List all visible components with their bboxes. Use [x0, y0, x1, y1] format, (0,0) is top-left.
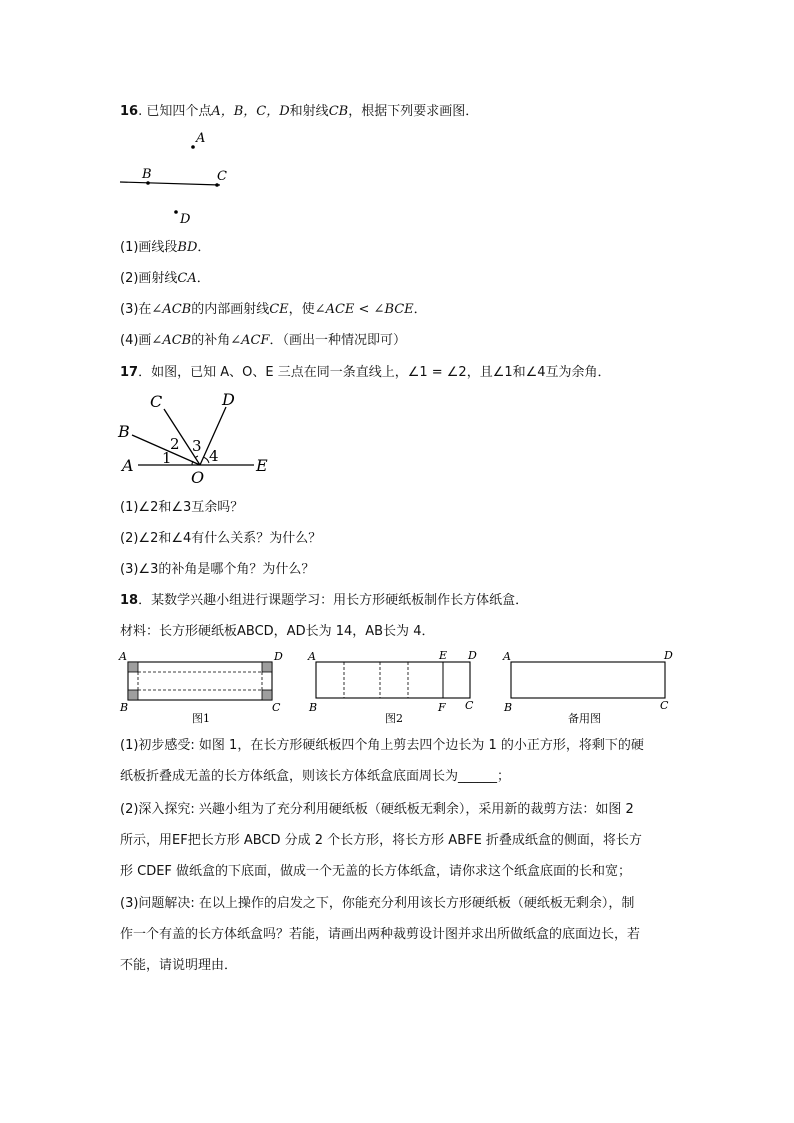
svg-text:C: C: [465, 699, 474, 712]
q17-stem: 17．如图，已知 A、O、E 三点在同一条直线上，∠1 = ∠2，且∠1和∠4互为余角．: [120, 365, 611, 380]
q18-line-2: 纸板折叠成无盖的长方体纸盒，则该长方体纸盒底面周长为______；: [120, 769, 511, 784]
q16-figure: [110, 125, 250, 230]
q17-item-2: (2)∠2和∠4有什么关系？为什么？: [120, 531, 322, 546]
q16-item-3: (3)在∠ACB的内部画射线CE，使∠ACE < ∠BCE．: [120, 302, 427, 317]
q18-figure-2: [304, 648, 494, 728]
q18-figure-2-caption: 图2: [385, 712, 403, 725]
q17-label-B: B: [118, 422, 130, 441]
q16-item-1: (1)画线段BD．: [120, 240, 211, 255]
q18-line-7: 作一个有盖的长方体纸盒吗？若能，请画出两种裁剪设计图并求出所做纸盒的底面边长，若: [120, 927, 641, 942]
q18-line-8: 不能，请说明理由．: [120, 958, 238, 973]
svg-text:B: B: [504, 701, 513, 714]
svg-text:D: D: [274, 650, 283, 663]
q16-label-D: D: [180, 212, 191, 227]
svg-text:C: C: [660, 699, 669, 712]
q16-stem: 16. 已知四个点A，B，C，D和射线CB，根据下列要求画图．: [120, 104, 479, 119]
q18-line-3: (2)深入探究: 兴趣小组为了充分利用硬纸板（硬纸板无剩余），采用新的裁剪方法：如图 2: [120, 802, 634, 817]
q17-label-2: 2: [170, 435, 180, 453]
q16-label-B: B: [142, 167, 152, 182]
q17-number: 17: [120, 365, 139, 380]
q18-line-5: 形 CDEF 做纸盒的下底面，做成一个无盖的长方体纸盒，请你求这个纸盒底面的长和宽；: [120, 864, 632, 879]
q16-ray: CB: [328, 104, 349, 119]
q18-figure-1: [116, 648, 296, 728]
svg-text:B: B: [309, 701, 318, 714]
q18-material: 材料：长方形硬纸板ABCD，AD长为 14，AB长为 4．: [120, 624, 435, 639]
q17-label-1: 1: [162, 449, 172, 467]
svg-text:B: B: [120, 701, 129, 714]
q17-label-A: A: [122, 456, 134, 475]
q17-item-1: (1)∠2和∠3互余吗？: [120, 500, 244, 515]
q18-line-4: 所示，用EF把长方形 ABCD 分成 2 个长方形，将长方形 ABFE 折叠成纸盒的侧面，将长方: [120, 833, 642, 848]
svg-text:C: C: [272, 701, 281, 714]
q16-item-4: (4)画∠ACB的补角∠ACF．（画出一种情况即可）: [120, 333, 406, 348]
q17-label-4: 4: [209, 447, 219, 465]
q18-stem: 18．某数学兴趣小组进行课题学习：用长方形硬纸板制作长方体纸盒．: [120, 593, 529, 608]
q16-label-A: A: [196, 131, 206, 146]
q17-label-O: O: [191, 468, 205, 485]
q17-label-3: 3: [192, 437, 202, 455]
q18-figure-1-caption: 图1: [192, 712, 210, 725]
q18-number: 18: [120, 593, 139, 608]
q16-item-2: (2)画射线CA．: [120, 271, 210, 286]
q18-line-6: (3)问题解决: 在以上操作的启发之下，你能充分利用该长方形硬纸板（硬纸板无剩余），制: [120, 896, 635, 911]
svg-text:E: E: [439, 649, 448, 662]
q16-number: 16: [120, 104, 139, 119]
svg-text:A: A: [503, 650, 511, 663]
svg-text:F: F: [438, 701, 446, 714]
q17-figure: [112, 385, 282, 485]
q17-label-D: D: [222, 390, 235, 409]
q18-figure-backup-caption: 备用图: [568, 712, 601, 725]
q18-line-1: (1)初步感受: 如图 1，在长方形硬纸板四个角上剪去四个边长为 1 的小正方形，将剩下的硬: [120, 738, 644, 753]
q17-item-3: (3)∠3的补角是哪个角？为什么？: [120, 562, 315, 577]
q16-points: A，B，C，D: [211, 104, 290, 119]
q17-label-C: C: [150, 392, 163, 411]
svg-text:A: A: [308, 650, 316, 663]
svg-text:D: D: [664, 649, 673, 662]
svg-text:D: D: [468, 649, 477, 662]
svg-text:A: A: [119, 650, 127, 663]
q16-label-C: C: [217, 169, 227, 184]
q18-figure-backup: [500, 648, 690, 728]
q17-label-E: E: [256, 456, 268, 475]
